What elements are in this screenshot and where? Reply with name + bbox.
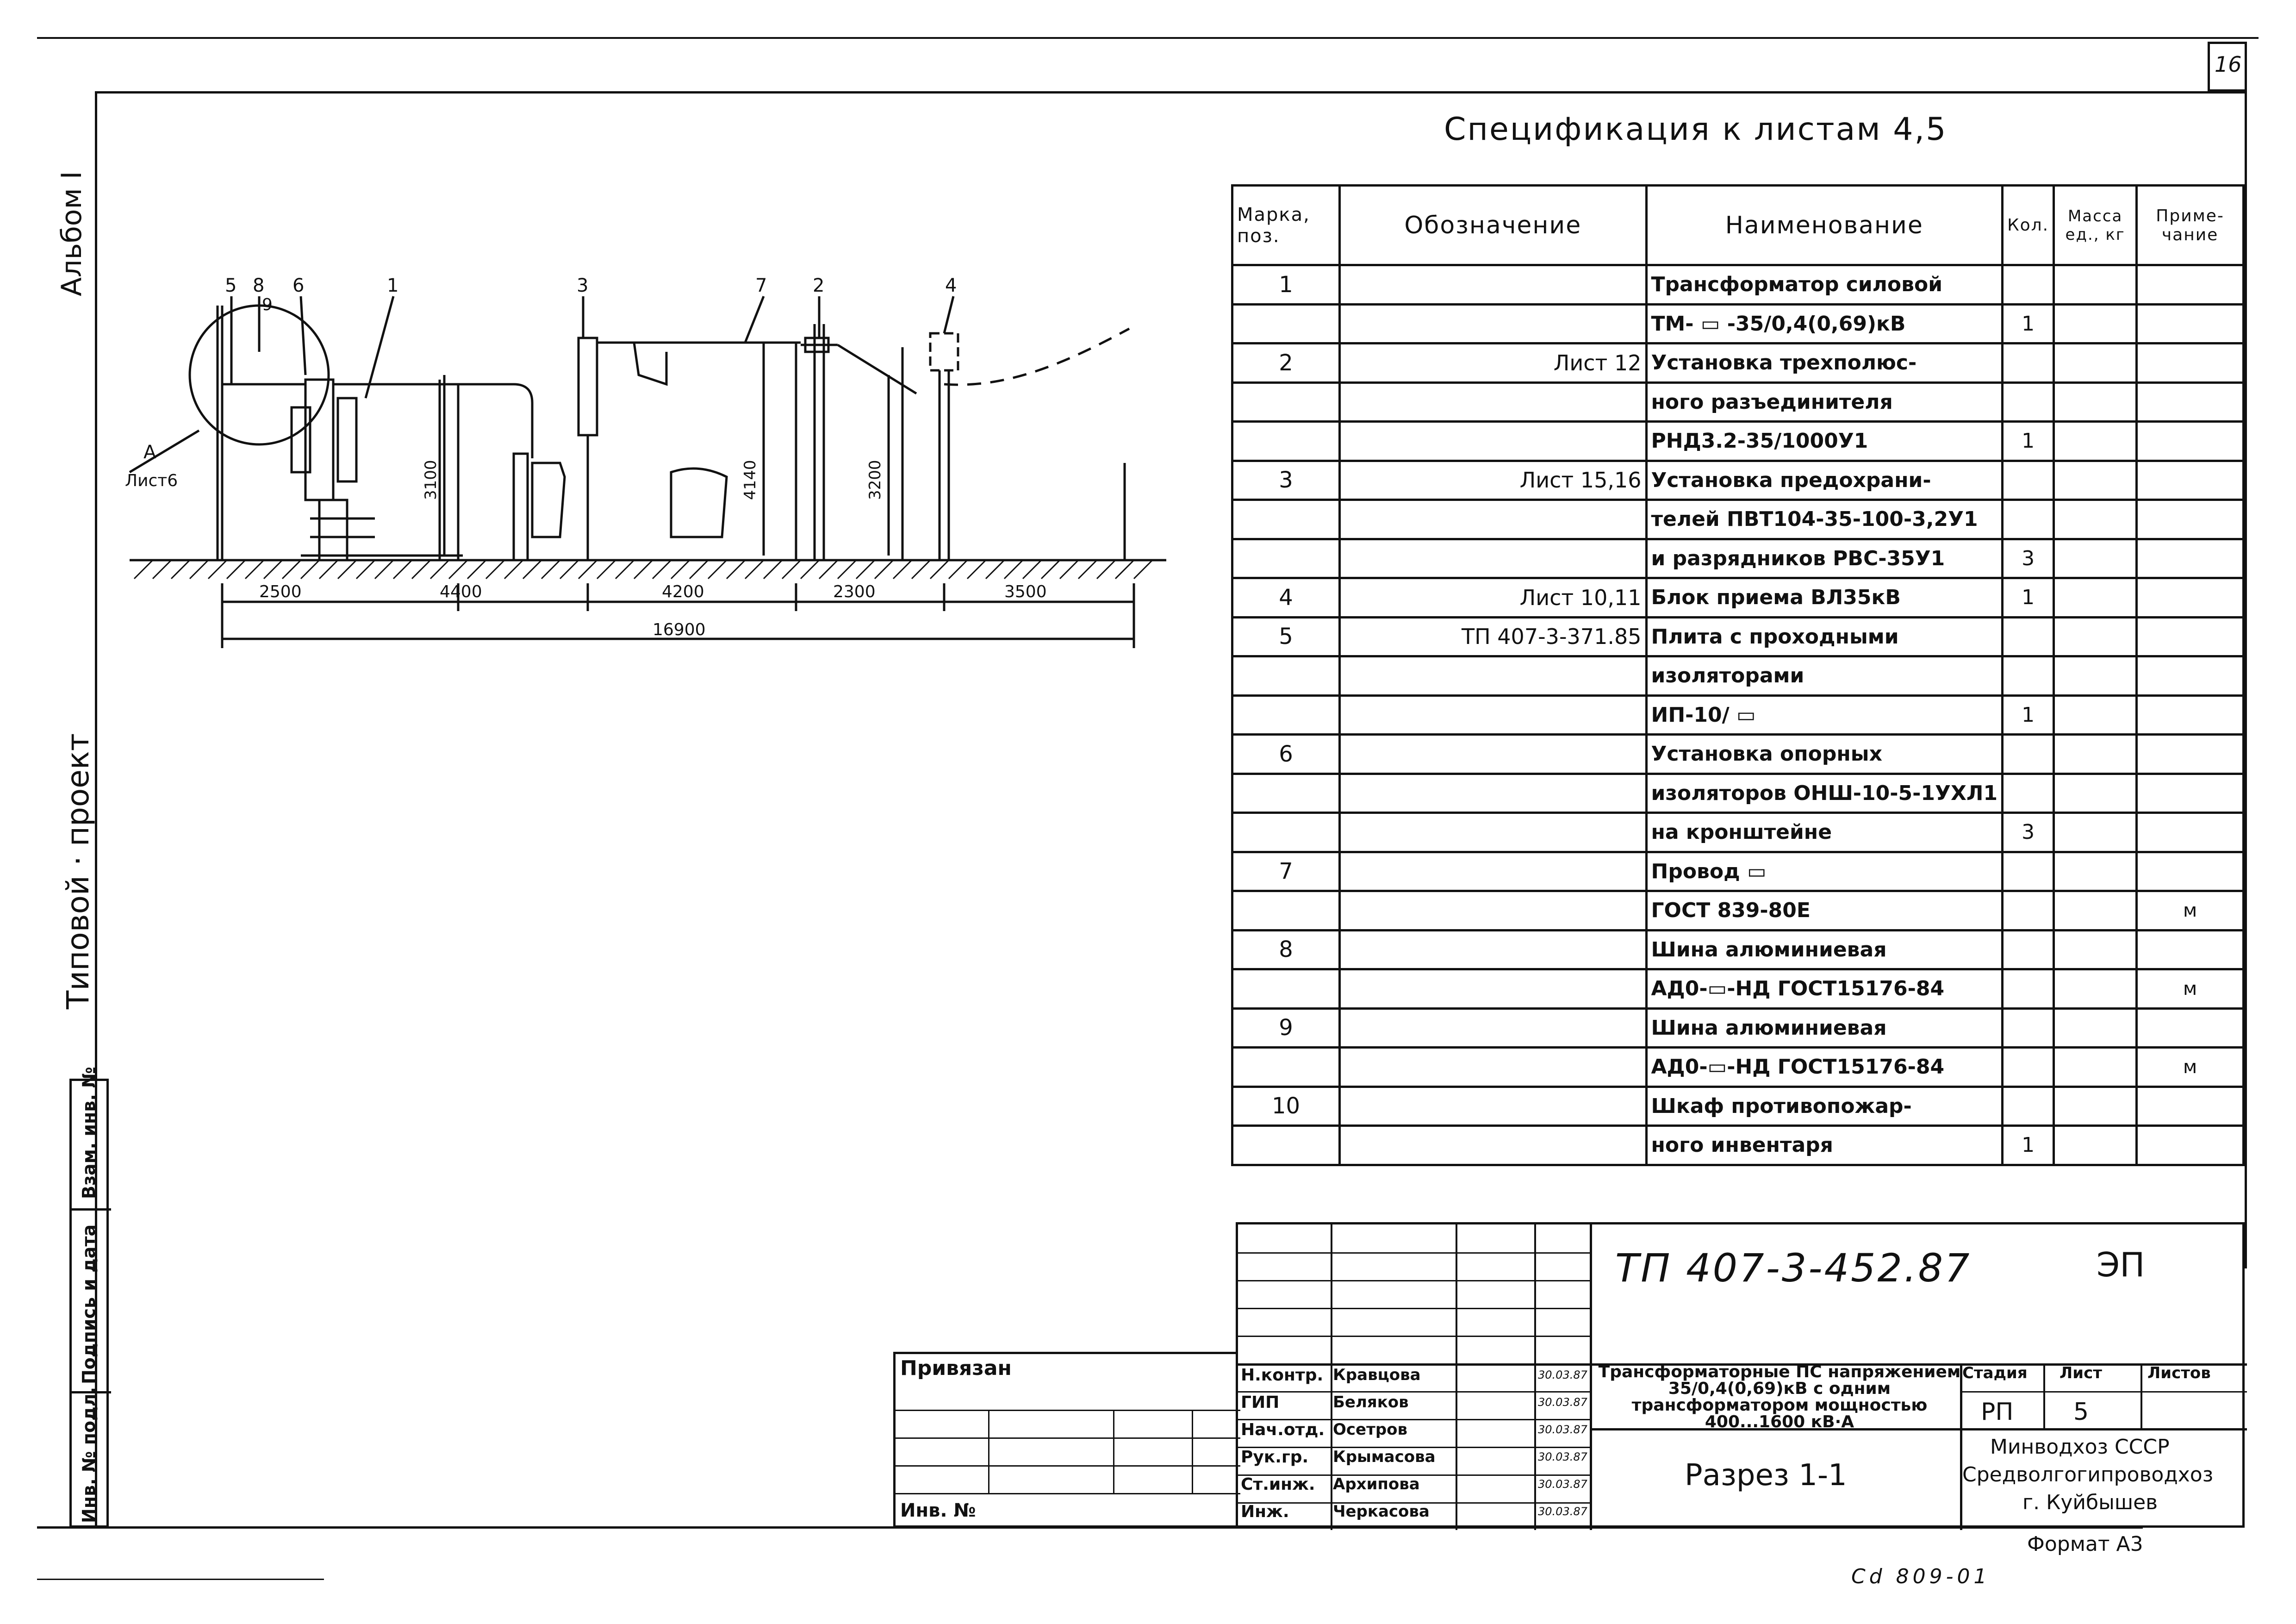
spec-cell-mark bbox=[1232, 774, 1340, 813]
spec-cell-name: АД0-▭-НД ГОСТ15176-84 bbox=[1646, 1048, 2003, 1087]
spec-row bbox=[1232, 578, 2244, 618]
spec-cell-mass bbox=[2054, 695, 2137, 735]
role-name: Осетров bbox=[1333, 1420, 1408, 1439]
detail-a: А bbox=[143, 442, 156, 463]
spec-cell-qty bbox=[2003, 1048, 2054, 1087]
role-title: Ст.инж. bbox=[1241, 1475, 1315, 1494]
spec-cell-mark: 6 bbox=[1232, 735, 1340, 774]
spec-cell-name: телей ПВТ104-35-100-3,2У1 bbox=[1646, 500, 2003, 539]
frame-right bbox=[2245, 42, 2247, 1268]
role-date: 30.03.87 bbox=[1538, 1368, 1587, 1381]
spec-cell-mark bbox=[1232, 695, 1340, 735]
spec-cell-qty bbox=[2003, 461, 2054, 500]
role-name: Архипова bbox=[1333, 1475, 1420, 1493]
spec-cell-note: м bbox=[2137, 891, 2244, 931]
spec-row bbox=[1232, 1087, 2244, 1126]
frame-top bbox=[95, 91, 2247, 94]
spec-cell-note bbox=[2137, 930, 2244, 969]
spec-cell-mark: 3 bbox=[1232, 461, 1340, 500]
spec-cell-mass bbox=[2054, 774, 2137, 813]
spec-cell-mass bbox=[2054, 969, 2137, 1009]
detail-a-sheet: Лист6 bbox=[125, 471, 178, 490]
org-line-3: г. Куйбышев bbox=[2022, 1491, 2158, 1514]
doc-title: Трансформаторные ПС напряжением 35/0,4(0,69)кВ с одним трансформатором мощностью 400...1600 кВ·А bbox=[1598, 1362, 1961, 1431]
spec-cell-name: изоляторов ОНШ-10-5-1УХЛ1 bbox=[1646, 774, 2003, 813]
spec-cell-qty bbox=[2003, 774, 2054, 813]
callout-4: 4 bbox=[945, 275, 957, 296]
spec-header-designation: Обозначение bbox=[1340, 186, 1646, 265]
spec-body bbox=[1232, 265, 2244, 1165]
spec-cell-name: Установка трехполюс- bbox=[1646, 344, 2003, 383]
spec-cell-note bbox=[2137, 539, 2244, 578]
inv-orig-label: Инв. № подл. bbox=[79, 1387, 99, 1523]
spec-cell-mass bbox=[2054, 813, 2137, 852]
spec-cell-name: Трансформатор силовой bbox=[1646, 265, 2003, 305]
callout-7: 7 bbox=[755, 275, 767, 296]
spec-cell-qty bbox=[2003, 852, 2054, 891]
spec-row bbox=[1232, 539, 2244, 578]
spec-cell-note bbox=[2137, 344, 2244, 383]
doc-code: ТП 407-3-452.87 bbox=[1615, 1245, 1972, 1291]
spec-cell-mark bbox=[1232, 500, 1340, 539]
spec-cell-qty: 1 bbox=[2003, 1126, 2054, 1165]
bottom-dash bbox=[37, 1579, 324, 1580]
spec-cell-mark bbox=[1232, 891, 1340, 931]
spec-cell-name: Блок приема ВЛ35кВ bbox=[1646, 578, 2003, 618]
spec-cell-qty bbox=[2003, 656, 2054, 696]
spec-cell-note bbox=[2137, 382, 2244, 422]
spec-cell-designation bbox=[1340, 891, 1646, 931]
spec-cell-name: Установка опорных bbox=[1646, 735, 2003, 774]
spec-cell-mass bbox=[2054, 344, 2137, 383]
spec-cell-note bbox=[2137, 735, 2244, 774]
project-type-label: Типовой · проект bbox=[60, 733, 96, 1009]
callout-3: 3 bbox=[577, 275, 589, 296]
spec-cell-mark: 2 bbox=[1232, 344, 1340, 383]
spec-row bbox=[1232, 774, 2244, 813]
repl-inv-label: Взам. инв. № bbox=[79, 1067, 99, 1199]
spec-cell-designation bbox=[1340, 852, 1646, 891]
role-date: 30.03.87 bbox=[1538, 1396, 1587, 1409]
role-name: Крымасова bbox=[1333, 1448, 1436, 1466]
spec-cell-name: на кронштейне bbox=[1646, 813, 2003, 852]
spec-row bbox=[1232, 695, 2244, 735]
spec-row bbox=[1232, 304, 2244, 344]
dim-4400: 4400 bbox=[440, 582, 482, 601]
spec-cell-designation bbox=[1340, 539, 1646, 578]
spec-cell-designation bbox=[1340, 813, 1646, 852]
spec-cell-note bbox=[2137, 422, 2244, 461]
spec-row bbox=[1232, 930, 2244, 969]
spec-cell-mass bbox=[2054, 891, 2137, 931]
spec-header-name: Наименование bbox=[1646, 186, 2003, 265]
spec-cell-designation bbox=[1340, 422, 1646, 461]
spec-cell-name: Плита с проходными bbox=[1646, 617, 2003, 656]
spec-cell-mass bbox=[2054, 382, 2137, 422]
role-title: Нач.отд. bbox=[1241, 1420, 1325, 1439]
role-row bbox=[1238, 1389, 1590, 1417]
spec-cell-note bbox=[2137, 578, 2244, 618]
spec-cell-qty: 3 bbox=[2003, 539, 2054, 578]
spec-cell-designation bbox=[1340, 969, 1646, 1009]
spec-cell-mass bbox=[2054, 500, 2137, 539]
role-title: Инж. bbox=[1241, 1502, 1289, 1521]
spec-row bbox=[1232, 1008, 2244, 1048]
dim-total: 16900 bbox=[653, 620, 706, 639]
role-row bbox=[1238, 1362, 1590, 1389]
spec-cell-mark bbox=[1232, 382, 1340, 422]
spec-cell-note bbox=[2137, 774, 2244, 813]
spec-cell-note bbox=[2137, 852, 2244, 891]
spec-cell-designation bbox=[1340, 695, 1646, 735]
spec-cell-note bbox=[2137, 617, 2244, 656]
spec-cell-designation bbox=[1340, 382, 1646, 422]
spec-row bbox=[1232, 1048, 2244, 1087]
spec-cell-name: РНД3.2-35/1000У1 bbox=[1646, 422, 2003, 461]
height-3200: 3200 bbox=[866, 460, 884, 500]
spec-cell-name: Шкаф противопожар- bbox=[1646, 1087, 2003, 1126]
spec-cell-mark bbox=[1232, 422, 1340, 461]
spec-cell-mass bbox=[2054, 656, 2137, 696]
spec-cell-designation bbox=[1340, 500, 1646, 539]
spec-cell-note bbox=[2137, 695, 2244, 735]
spec-cell-designation bbox=[1340, 656, 1646, 696]
spec-cell-mark bbox=[1232, 656, 1340, 696]
stage-value: РП bbox=[1981, 1398, 2014, 1426]
spec-cell-mark bbox=[1232, 304, 1340, 344]
spec-cell-name: Провод ▭ bbox=[1646, 852, 2003, 891]
spec-header-qty: Кол. bbox=[2003, 186, 2054, 265]
spec-cell-designation: Лист 12 bbox=[1340, 344, 1646, 383]
spec-cell-designation bbox=[1340, 1008, 1646, 1048]
spec-cell-mass bbox=[2054, 461, 2137, 500]
role-name: Кравцова bbox=[1333, 1366, 1421, 1384]
spec-cell-mass bbox=[2054, 578, 2137, 618]
spec-cell-mark bbox=[1232, 539, 1340, 578]
spec-cell-note bbox=[2137, 1008, 2244, 1048]
dim-3500: 3500 bbox=[1004, 582, 1047, 601]
footer-code: Cd 809-01 bbox=[1851, 1565, 1991, 1588]
spec-cell-designation: Лист 10,11 bbox=[1340, 578, 1646, 618]
album-label: Альбом I bbox=[56, 171, 88, 296]
role-title: Н.контр. bbox=[1241, 1366, 1324, 1385]
spec-cell-qty: 1 bbox=[2003, 695, 2054, 735]
spec-cell-mass bbox=[2054, 1126, 2137, 1165]
spec-cell-name: изоляторами bbox=[1646, 656, 2003, 696]
org-line-2: Средволгогипроводхоз bbox=[1962, 1463, 2214, 1487]
spec-cell-mass bbox=[2054, 852, 2137, 891]
role-row bbox=[1238, 1471, 1590, 1499]
role-name: Черкасова bbox=[1333, 1502, 1430, 1521]
role-date: 30.03.87 bbox=[1538, 1505, 1587, 1518]
spec-cell-note bbox=[2137, 461, 2244, 500]
spec-cell-name: и разрядников РВС-35У1 bbox=[1646, 539, 2003, 578]
role-row bbox=[1238, 1444, 1590, 1471]
spec-cell-qty bbox=[2003, 1087, 2054, 1126]
spec-cell-name: Установка предохрани- bbox=[1646, 461, 2003, 500]
spec-cell-mark: 9 bbox=[1232, 1008, 1340, 1048]
spec-header-mass: Масса ед., кг bbox=[2054, 186, 2137, 265]
doc-mark: ЭП bbox=[2097, 1245, 2145, 1284]
spec-header-mark: Марка, поз. bbox=[1232, 186, 1340, 265]
spec-cell-note: м bbox=[2137, 969, 2244, 1009]
stage-label: Стадия bbox=[1962, 1364, 2028, 1382]
spec-cell-note bbox=[2137, 500, 2244, 539]
spec-cell-mass bbox=[2054, 1008, 2137, 1048]
spec-cell-mass bbox=[2054, 304, 2137, 344]
role-row bbox=[1238, 1417, 1590, 1444]
sheet-label: Лист bbox=[2060, 1364, 2102, 1382]
spec-header-note: Приме- чание bbox=[2137, 186, 2244, 265]
role-date: 30.03.87 bbox=[1538, 1423, 1587, 1436]
spec-cell-note bbox=[2137, 813, 2244, 852]
dim-4200: 4200 bbox=[662, 582, 704, 601]
sheet-number: 16 bbox=[2215, 52, 2242, 77]
org-line-1: Минводхоз СССР bbox=[1990, 1435, 2170, 1459]
role-name: Беляков bbox=[1333, 1393, 1409, 1412]
spec-title: Спецификация к листам 4,5 bbox=[1444, 111, 1948, 148]
spec-cell-mass bbox=[2054, 1087, 2137, 1126]
spec-cell-qty bbox=[2003, 891, 2054, 931]
spec-cell-mark: 10 bbox=[1232, 1087, 1340, 1126]
spec-cell-qty: 1 bbox=[2003, 422, 2054, 461]
spec-cell-mark: 7 bbox=[1232, 852, 1340, 891]
role-date: 30.03.87 bbox=[1538, 1450, 1587, 1463]
spec-cell-mark: 5 bbox=[1232, 617, 1340, 656]
height-4140: 4140 bbox=[741, 460, 759, 500]
callout-2: 2 bbox=[813, 275, 825, 296]
spec-cell-note bbox=[2137, 1087, 2244, 1126]
spec-cell-mark bbox=[1232, 969, 1340, 1009]
spec-cell-name: ТМ- ▭ -35/0,4(0,69)кВ bbox=[1646, 304, 2003, 344]
spec-table bbox=[1231, 184, 2245, 1166]
spec-cell-mass bbox=[2054, 265, 2137, 305]
spec-cell-qty bbox=[2003, 500, 2054, 539]
callout-8: 8 bbox=[253, 275, 265, 296]
role-date: 30.03.87 bbox=[1538, 1478, 1587, 1491]
spec-cell-designation bbox=[1340, 1048, 1646, 1087]
spec-cell-qty: 1 bbox=[2003, 578, 2054, 618]
spec-row bbox=[1232, 813, 2244, 852]
spec-cell-qty bbox=[2003, 930, 2054, 969]
height-3100: 3100 bbox=[422, 460, 440, 500]
spec-cell-mass bbox=[2054, 617, 2137, 656]
spec-cell-mass bbox=[2054, 735, 2137, 774]
spec-cell-designation bbox=[1340, 304, 1646, 344]
spec-row bbox=[1232, 461, 2244, 500]
spec-cell-note bbox=[2137, 1126, 2244, 1165]
spec-cell-mark: 1 bbox=[1232, 265, 1340, 305]
spec-row bbox=[1232, 344, 2244, 383]
title-block-roles bbox=[1238, 1362, 1590, 1526]
spec-cell-qty bbox=[2003, 344, 2054, 383]
spec-cell-designation: ТП 407-3-371.85 bbox=[1340, 617, 1646, 656]
sign-date-label: Подпись и дата bbox=[79, 1224, 99, 1384]
spec-cell-qty bbox=[2003, 617, 2054, 656]
binding-label: Привязан bbox=[900, 1356, 1012, 1380]
spec-cell-designation bbox=[1340, 774, 1646, 813]
callout-1: 1 bbox=[387, 275, 399, 296]
spec-cell-mark bbox=[1232, 1126, 1340, 1165]
format-label: Формат А3 bbox=[2027, 1532, 2143, 1556]
spec-cell-qty bbox=[2003, 735, 2054, 774]
spec-row bbox=[1232, 1126, 2244, 1165]
spec-cell-name: ного инвентаря bbox=[1646, 1126, 2003, 1165]
spec-cell-name: АД0-▭-НД ГОСТ15176-84 bbox=[1646, 969, 2003, 1009]
callout-5: 5 bbox=[225, 275, 237, 296]
spec-cell-mark bbox=[1232, 813, 1340, 852]
dim-2300: 2300 bbox=[833, 582, 876, 601]
spec-cell-designation bbox=[1340, 930, 1646, 969]
spec-row bbox=[1232, 500, 2244, 539]
spec-cell-name: Шина алюминиевая bbox=[1646, 1008, 2003, 1048]
spec-cell-designation bbox=[1340, 735, 1646, 774]
spec-cell-name: ГОСТ 839-80Е bbox=[1646, 891, 2003, 931]
spec-cell-note bbox=[2137, 304, 2244, 344]
spec-cell-designation bbox=[1340, 1126, 1646, 1165]
spec-cell-name: ного разъединителя bbox=[1646, 382, 2003, 422]
spec-row bbox=[1232, 735, 2244, 774]
spec-cell-note: м bbox=[2137, 1048, 2244, 1087]
sheet-title: Разрез 1-1 bbox=[1685, 1458, 1847, 1493]
spec-row bbox=[1232, 265, 2244, 305]
roles-list bbox=[1238, 1362, 1590, 1526]
spec-row bbox=[1232, 656, 2244, 696]
spec-row bbox=[1232, 617, 2244, 656]
inv-number-label: Инв. № bbox=[900, 1500, 976, 1521]
dim-2500: 2500 bbox=[259, 582, 302, 601]
role-title: ГИП bbox=[1241, 1393, 1280, 1412]
spec-cell-qty: 1 bbox=[2003, 304, 2054, 344]
spec-cell-designation: Лист 15,16 bbox=[1340, 461, 1646, 500]
spec-cell-note bbox=[2137, 265, 2244, 305]
spec-cell-qty bbox=[2003, 265, 2054, 305]
spec-cell-note bbox=[2137, 656, 2244, 696]
role-title: Рук.гр. bbox=[1241, 1448, 1309, 1467]
spec-cell-qty bbox=[2003, 382, 2054, 422]
spec-cell-mass bbox=[2054, 422, 2137, 461]
spec-cell-designation bbox=[1340, 1087, 1646, 1126]
sheet-value: 5 bbox=[2073, 1398, 2089, 1426]
spec-cell-mark bbox=[1232, 1048, 1340, 1087]
callout-9: 9 bbox=[262, 295, 273, 314]
spec-cell-name: ИП-10/ ▭ bbox=[1646, 695, 2003, 735]
spec-cell-mass bbox=[2054, 539, 2137, 578]
spec-cell-qty bbox=[2003, 969, 2054, 1009]
spec-cell-mark: 4 bbox=[1232, 578, 1340, 618]
spec-row bbox=[1232, 382, 2244, 422]
spec-row bbox=[1232, 422, 2244, 461]
callout-6: 6 bbox=[292, 275, 305, 296]
role-row bbox=[1238, 1499, 1590, 1526]
sheets-label: Листов bbox=[2147, 1364, 2211, 1382]
section-drawing bbox=[106, 259, 1185, 657]
top-rule bbox=[37, 37, 2259, 39]
spec-cell-qty: 3 bbox=[2003, 813, 2054, 852]
spec-cell-name: Шина алюминиевая bbox=[1646, 930, 2003, 969]
spec-cell-mark: 8 bbox=[1232, 930, 1340, 969]
spec-cell-mass bbox=[2054, 1048, 2137, 1087]
spec-cell-mass bbox=[2054, 930, 2137, 969]
spec-cell-qty bbox=[2003, 1008, 2054, 1048]
spec-row bbox=[1232, 969, 2244, 1009]
spec-row bbox=[1232, 852, 2244, 891]
spec-cell-designation bbox=[1340, 265, 1646, 305]
spec-row bbox=[1232, 891, 2244, 931]
